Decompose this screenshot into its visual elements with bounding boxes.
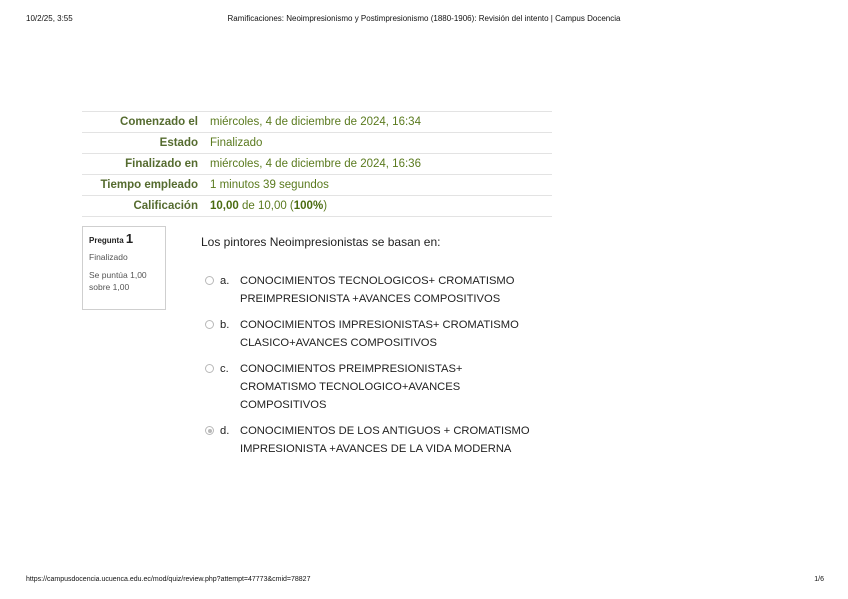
print-title: Ramificaciones: Neoimpresionismo y Postimpresionismo (1880-1906): Revisión del intento | Campus Docencia xyxy=(227,14,621,23)
answer-text: CONOCIMIENTOS DE LOS ANTIGUOS + CROMATISMO IMPRESIONISTA +AVANCES DE LA VIDA MODERNA xyxy=(240,425,530,455)
question-grade: Se puntúa 1,00 sobre 1,00 xyxy=(89,270,147,292)
summary-value: Finalizado xyxy=(210,136,263,149)
grade-score: 10,00 xyxy=(210,199,239,212)
print-date: 10/2/25, 3:55 xyxy=(26,14,73,23)
answer-letter: b. xyxy=(220,319,230,331)
answer-text: CONOCIMIENTOS PREIMPRESIONISTAS+ CROMATISMO TECNOLOGICO+AVANCES COMPOSITIVOS xyxy=(240,363,463,411)
answer-option-c[interactable] xyxy=(205,360,545,414)
print-page-number: 1/6 xyxy=(814,576,824,583)
answer-letter: d. xyxy=(220,425,230,437)
answer-option-b[interactable] xyxy=(205,316,545,352)
summary-value: 1 minutos 39 segundos xyxy=(210,178,329,191)
radio-icon[interactable] xyxy=(205,276,214,285)
summary-row-finished xyxy=(82,154,552,175)
grade-value xyxy=(204,196,552,217)
summary-value: miércoles, 4 de diciembre de 2024, 16:36 xyxy=(210,157,421,170)
question-state: Finalizado xyxy=(89,252,128,262)
answer-option-a[interactable] xyxy=(205,272,545,308)
question-info-box xyxy=(82,226,166,310)
grade-percent: 100% xyxy=(293,199,324,212)
print-url: https://campusdocencia.ucuenca.edu.ec/mod/quiz/review.php?attempt=47773&cmid=78827 xyxy=(26,576,311,583)
answer-text: CONOCIMIENTOS IMPRESIONISTAS+ CROMATISMO CLASICO+AVANCES COMPOSITIVOS xyxy=(240,319,519,349)
question-label: Pregunta xyxy=(89,236,124,245)
summary-label: Comenzado el xyxy=(120,115,198,128)
answer-text: CONOCIMIENTOS TECNOLOGICOS+ CROMATISMO PREIMPRESIONISTA +AVANCES COMPOSITIVOS xyxy=(240,275,515,305)
grade-close: ) xyxy=(323,199,328,212)
summary-row-grade xyxy=(82,196,552,217)
summary-label: Finalizado en xyxy=(125,157,198,170)
summary-row-state xyxy=(82,133,552,154)
summary-label: Calificación xyxy=(133,199,198,212)
question-num: 1 xyxy=(125,231,134,246)
radio-checked-icon[interactable] xyxy=(205,426,214,435)
question-number xyxy=(89,231,165,246)
answer-list xyxy=(205,272,545,466)
radio-icon[interactable] xyxy=(205,364,214,373)
summary-value: miércoles, 4 de diciembre de 2024, 16:34 xyxy=(210,115,421,128)
summary-label: Tiempo empleado xyxy=(100,178,198,191)
answer-letter: c. xyxy=(220,363,229,375)
summary-row-time xyxy=(82,175,552,196)
summary-row-started xyxy=(82,112,552,133)
summary-label: Estado xyxy=(159,136,198,149)
radio-icon[interactable] xyxy=(205,320,214,329)
answer-letter: a. xyxy=(220,275,230,287)
grade-of: de 10,00 ( xyxy=(238,199,294,212)
question-text: Los pintores Neoimpresionistas se basan en: xyxy=(201,235,441,249)
answer-option-d[interactable] xyxy=(205,422,545,458)
attempt-summary-table xyxy=(82,111,552,217)
